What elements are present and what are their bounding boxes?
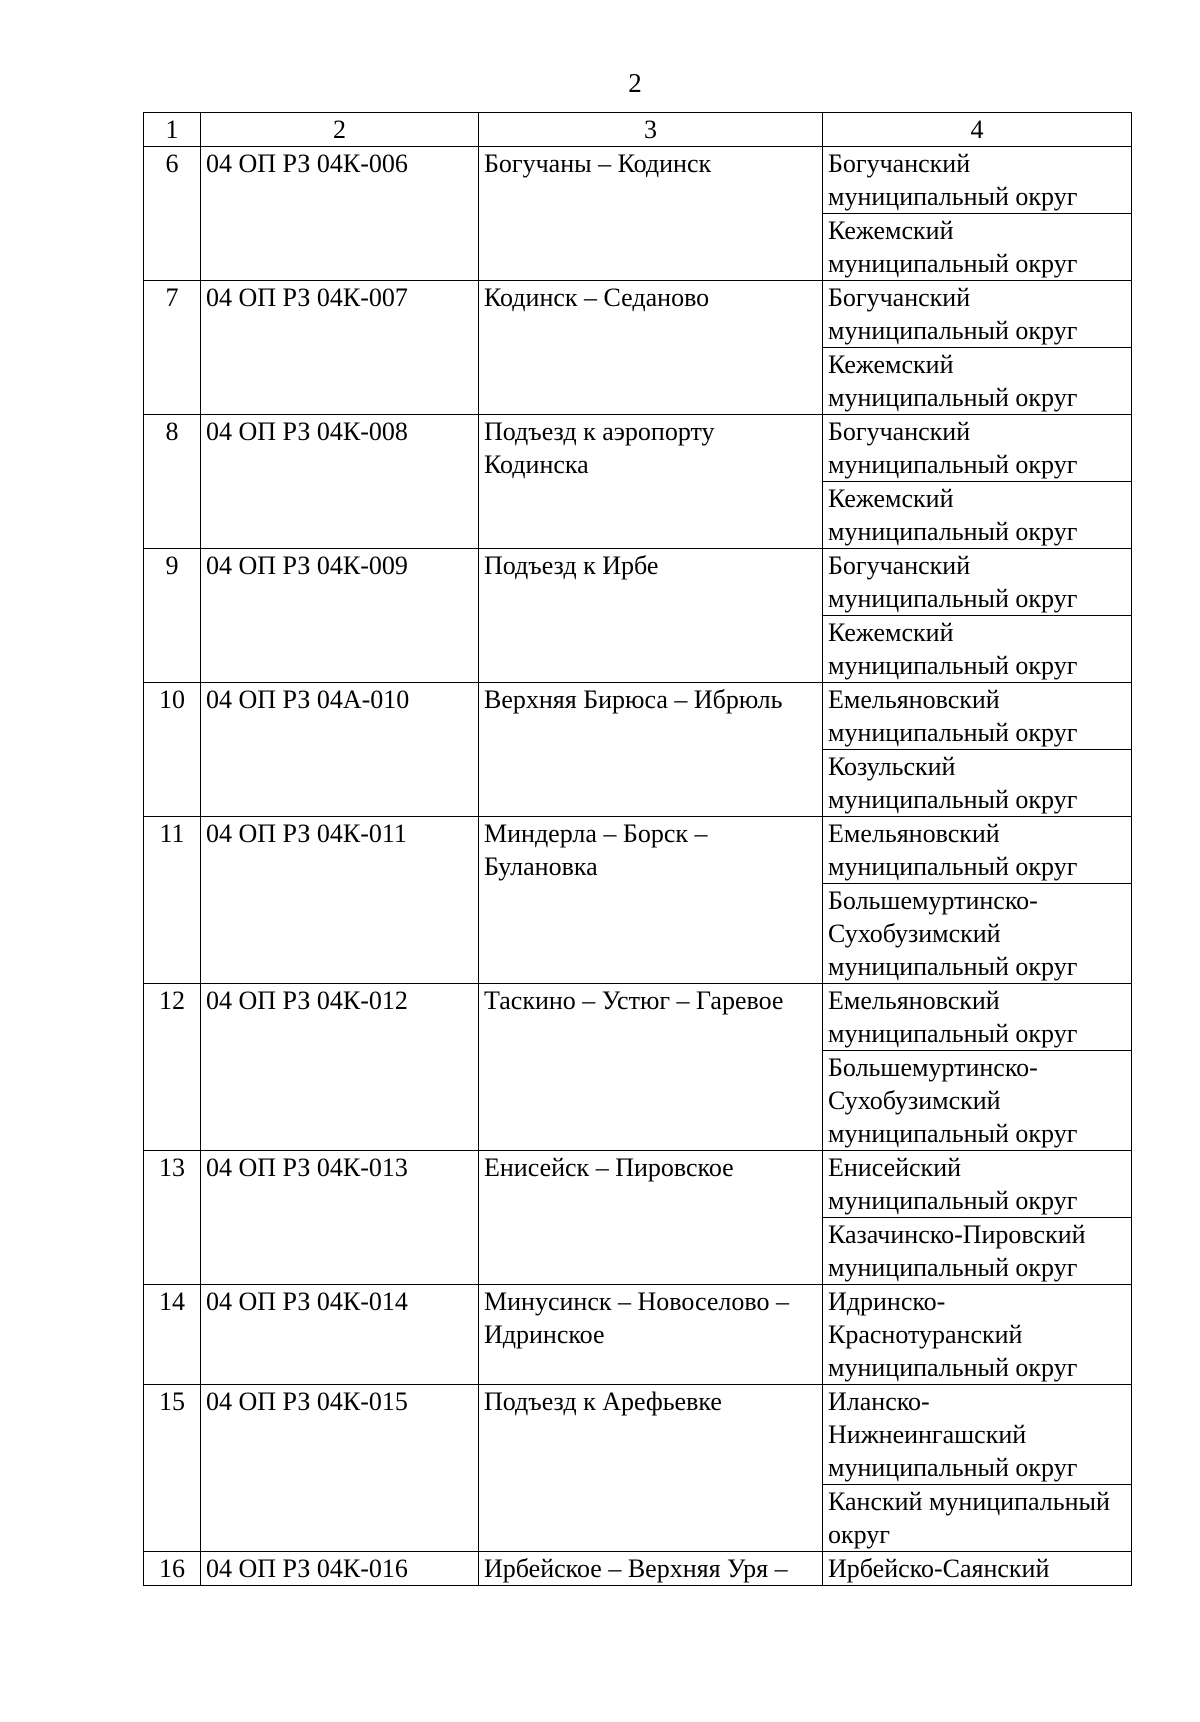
roads-table (143, 112, 1132, 1586)
header-cell-3: 3 (479, 113, 823, 147)
table-row (144, 984, 1132, 1051)
row-number: 12 (159, 986, 185, 1015)
road-name-line: Подъезд к аэропорту (484, 417, 715, 446)
road-name-line: Таскино – Устюг – Гаревое (484, 986, 784, 1015)
district-line: муниципальный округ (828, 1019, 1078, 1048)
district-cell (823, 1051, 1132, 1151)
road-code-cell (201, 1385, 479, 1552)
table-row (144, 817, 1132, 884)
header-row (144, 113, 1132, 147)
road-code: 04 ОП РЗ 04К-012 (206, 986, 408, 1015)
road-name-cell (479, 984, 823, 1151)
road-name-line: Кодинск – Седаново (484, 283, 710, 312)
table-row (144, 1151, 1132, 1218)
district-line: муниципальный округ (828, 450, 1078, 479)
district-line: Емельяновский (828, 986, 1000, 1015)
district-line: Нижнеингашский (828, 1420, 1027, 1449)
road-name-line: Верхняя Бирюса – Ибрюль (484, 685, 783, 714)
road-name-cell (479, 281, 823, 415)
district-line: муниципальный округ (828, 1119, 1078, 1148)
row-number: 8 (165, 417, 179, 446)
table-row (144, 281, 1132, 348)
district-line: Кежемский (828, 484, 954, 513)
road-code: 04 ОП РЗ 04К-007 (206, 283, 408, 312)
district-cell (823, 1385, 1132, 1485)
road-code-cell (201, 415, 479, 549)
district-line: муниципальный округ (828, 1186, 1078, 1215)
header-cell-1: 1 (144, 113, 201, 147)
road-code-cell (201, 683, 479, 817)
district-line: Кежемский (828, 350, 954, 379)
road-code-cell (201, 1151, 479, 1285)
road-name-cell (479, 1151, 823, 1285)
district-line: Иланско- (828, 1387, 930, 1416)
road-name-cell (479, 683, 823, 817)
road-code: 04 ОП РЗ 04К-014 (206, 1287, 408, 1316)
row-number-cell (144, 984, 201, 1151)
row-number: 16 (159, 1554, 185, 1583)
road-name-line: Кодинска (484, 450, 589, 479)
road-code: 04 ОП РЗ 04К-016 (206, 1554, 408, 1583)
row-number-cell (144, 817, 201, 984)
district-line: Кежемский (828, 216, 954, 245)
district-line: Сухобузимский (828, 1086, 1001, 1115)
table-body (144, 147, 1132, 1586)
road-code-cell (201, 1552, 479, 1586)
district-line: Сухобузимский (828, 919, 1001, 948)
table-row (144, 1385, 1132, 1485)
table-row (144, 549, 1132, 616)
row-number-cell (144, 415, 201, 549)
row-number: 13 (159, 1153, 185, 1182)
road-name-cell (479, 415, 823, 549)
road-code: 04 ОП РЗ 04К-006 (206, 149, 408, 178)
district-cell (823, 750, 1132, 817)
table-row (144, 683, 1132, 750)
road-code-cell (201, 147, 479, 281)
table-row (144, 1552, 1132, 1586)
road-code: 04 ОП РЗ 04К-013 (206, 1153, 408, 1182)
road-name-cell (479, 1285, 823, 1385)
district-cell (823, 1485, 1132, 1552)
district-line: Идринско- (828, 1287, 946, 1316)
district-cell (823, 415, 1132, 482)
district-cell (823, 281, 1132, 348)
row-number: 10 (159, 685, 185, 714)
row-number-cell (144, 1552, 201, 1586)
road-name-line: Идринское (484, 1320, 605, 1349)
district-line: муниципальный округ (828, 785, 1078, 814)
road-name-line: Ирбейское – Верхняя Уря – (484, 1554, 788, 1583)
row-number: 9 (165, 551, 179, 580)
road-code-cell (201, 817, 479, 984)
road-code-cell (201, 281, 479, 415)
row-number-cell (144, 549, 201, 683)
district-line: Кежемский (828, 618, 954, 647)
district-line: муниципальный округ (828, 249, 1078, 278)
district-line: Большемуртинско- (828, 1053, 1038, 1082)
road-name-cell (479, 817, 823, 984)
road-code: 04 ОП РЗ 04К-008 (206, 417, 408, 446)
district-cell (823, 482, 1132, 549)
district-line: Емельяновский (828, 819, 1000, 848)
district-line: Козульский (828, 752, 956, 781)
row-number-cell (144, 1151, 201, 1285)
road-code-cell (201, 1285, 479, 1385)
road-name-line: Минусинск – Новоселово – (484, 1287, 789, 1316)
table-row (144, 415, 1132, 482)
table-row (144, 1285, 1132, 1385)
district-line: Краснотуранский (828, 1320, 1023, 1349)
district-cell (823, 616, 1132, 683)
district-cell (823, 1285, 1132, 1385)
district-line: округ (828, 1520, 890, 1549)
district-line: Богучанский (828, 551, 971, 580)
row-number: 15 (159, 1387, 185, 1416)
district-line: Большемуртинско- (828, 886, 1038, 915)
district-cell (823, 884, 1132, 984)
road-name-line: Подъезд к Арефьевке (484, 1387, 722, 1416)
page-number: 2 (628, 68, 642, 98)
district-line: муниципальный округ (828, 952, 1078, 981)
header-cell-4: 4 (823, 113, 1132, 147)
district-cell (823, 549, 1132, 616)
road-name-cell (479, 1552, 823, 1586)
district-cell (823, 984, 1132, 1051)
table-row (144, 147, 1132, 214)
row-number-cell (144, 281, 201, 415)
district-line: Енисейский (828, 1153, 962, 1182)
district-line: Канский муниципальный (828, 1487, 1110, 1516)
district-line: муниципальный округ (828, 316, 1078, 345)
road-code: 04 ОП РЗ 04А-010 (206, 685, 410, 714)
district-line: муниципальный округ (828, 651, 1078, 680)
district-line: муниципальный округ (828, 1353, 1078, 1382)
row-number-cell (144, 683, 201, 817)
road-code: 04 ОП РЗ 04К-009 (206, 551, 408, 580)
road-name-cell (479, 1385, 823, 1552)
row-number: 11 (159, 819, 185, 848)
district-line: муниципальный округ (828, 383, 1078, 412)
district-cell (823, 214, 1132, 281)
district-cell (823, 1552, 1132, 1586)
district-line: Казачинско-Пировский (828, 1220, 1086, 1249)
row-number: 6 (165, 149, 179, 178)
district-line: муниципальный округ (828, 517, 1078, 546)
road-name-line: Миндерла – Борск – (484, 819, 708, 848)
district-cell (823, 817, 1132, 884)
road-name-line: Енисейск – Пировское (484, 1153, 734, 1182)
road-code: 04 ОП РЗ 04К-011 (206, 819, 407, 848)
road-name-line: Подъезд к Ирбе (484, 551, 659, 580)
header-cell-2: 2 (201, 113, 479, 147)
district-line: Ирбейско-Саянский (828, 1554, 1050, 1583)
road-code-cell (201, 984, 479, 1151)
row-number-cell (144, 1385, 201, 1552)
road-name-line: Богучаны – Кодинск (484, 149, 712, 178)
district-line: муниципальный округ (828, 1453, 1078, 1482)
road-name-cell (479, 147, 823, 281)
district-line: муниципальный округ (828, 1253, 1078, 1282)
district-line: Богучанский (828, 417, 971, 446)
district-cell (823, 348, 1132, 415)
row-number-cell (144, 1285, 201, 1385)
road-name-line: Булановка (484, 852, 598, 881)
district-line: муниципальный округ (828, 852, 1078, 881)
district-line: муниципальный округ (828, 718, 1078, 747)
district-cell (823, 1151, 1132, 1218)
district-line: Богучанский (828, 149, 971, 178)
district-cell (823, 683, 1132, 750)
district-line: муниципальный округ (828, 182, 1078, 211)
road-code: 04 ОП РЗ 04К-015 (206, 1387, 408, 1416)
road-code-cell (201, 549, 479, 683)
district-line: Емельяновский (828, 685, 1000, 714)
district-line: Богучанский (828, 283, 971, 312)
row-number: 7 (165, 283, 179, 312)
row-number-cell (144, 147, 201, 281)
district-line: муниципальный округ (828, 584, 1078, 613)
district-cell (823, 1218, 1132, 1285)
row-number: 14 (159, 1287, 185, 1316)
district-cell (823, 147, 1132, 214)
road-name-cell (479, 549, 823, 683)
